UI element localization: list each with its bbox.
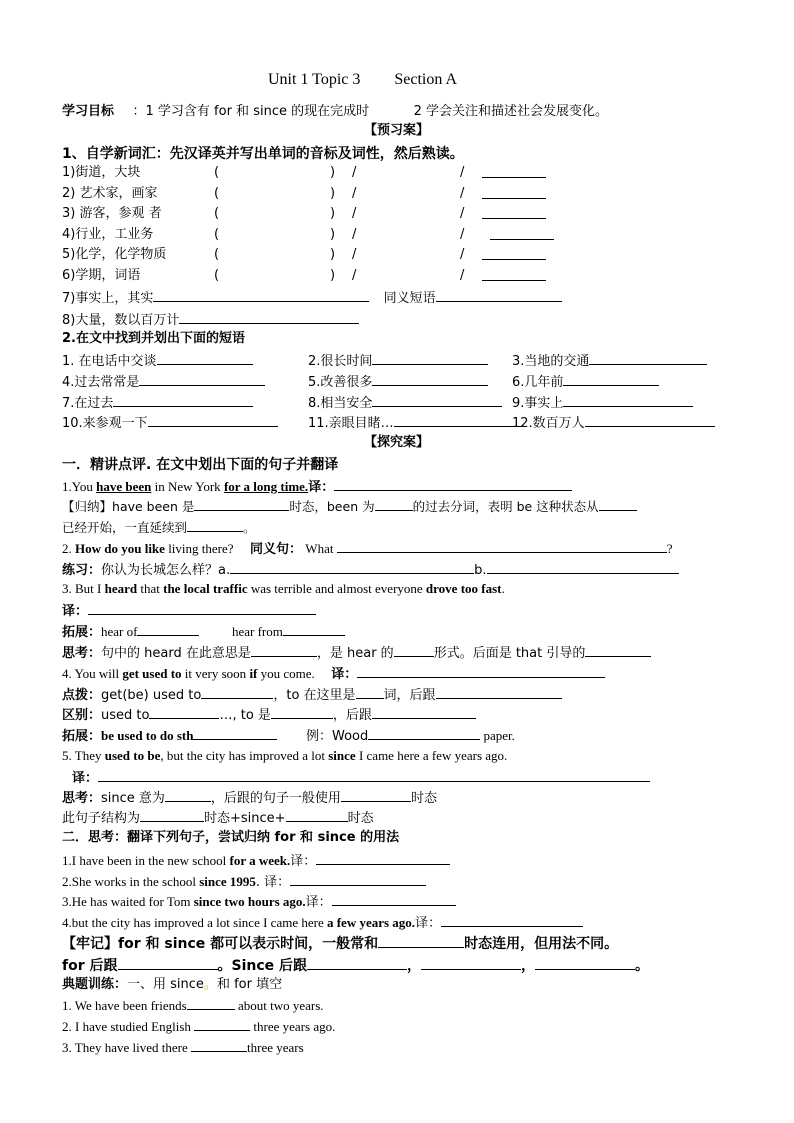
s2-ex-b: b. (474, 563, 487, 578)
s2-rest: living there? (164, 541, 234, 556)
t1-tr-label: 译： (290, 854, 317, 869)
s2-text: 2. (62, 541, 75, 556)
translate-4 (62, 913, 583, 933)
item7-row (62, 288, 562, 308)
s3-think (62, 643, 651, 663)
s5-think-blank-1[interactable] (165, 788, 211, 802)
sentence-4 (62, 664, 605, 684)
s2-syn-label: 同义句： (250, 542, 303, 557)
s2-syn-blank[interactable] (337, 539, 667, 553)
s4-bold-1: get used to (122, 666, 182, 681)
s1-text-2: in New York (151, 479, 224, 494)
s3-extend (62, 622, 345, 642)
rule-label: 【牢记】 (62, 936, 118, 952)
phrase-blank[interactable] (372, 393, 502, 407)
sentence-1 (62, 477, 572, 497)
rule2-blank-3[interactable] (421, 956, 521, 970)
phrase-label: 12.数百万人 (512, 416, 585, 432)
s3-ext-t2: hear from (231, 624, 283, 639)
s4-tip-label: 点拨： (62, 688, 102, 703)
s5-think-t3: 时态 (410, 791, 437, 806)
vocab-separator: ( (214, 206, 220, 222)
t3-text: 3.He has waited for Tom (62, 894, 194, 909)
sentence-3 (62, 580, 505, 598)
s1-note-blank-1[interactable] (194, 497, 289, 511)
rule-1 (62, 934, 618, 953)
item8-blank[interactable] (179, 310, 359, 324)
goals-label: 学习目标 (62, 104, 115, 119)
drill-text: 3. They have lived there (62, 1040, 191, 1055)
s5-bold-2: since (328, 748, 356, 763)
phrase-item (512, 393, 693, 413)
phrase-blank[interactable] (589, 351, 707, 365)
s4-diff-blank-2[interactable] (271, 705, 333, 719)
phrase-item (62, 393, 253, 413)
drill-item (62, 1017, 335, 1036)
vocab-separator: ( (214, 165, 220, 180)
drill-text-after: three years ago. (250, 1019, 336, 1034)
t4-text: 4.but the city has improved a lot since I came here (62, 915, 327, 930)
s1-note-label: 【归纳】 (62, 499, 113, 514)
s3-translate (62, 601, 316, 621)
vocab-separator: / (352, 247, 357, 263)
s3-ext-t1: hear of (101, 624, 138, 639)
vocab-separator: / (460, 268, 465, 283)
phrase-item (308, 413, 522, 433)
s1-note-blank-3[interactable] (599, 497, 637, 511)
t2-blank[interactable] (290, 872, 426, 886)
s5-think (62, 788, 437, 808)
phrase-label: 11.亲眼目睹… (308, 416, 394, 432)
phrase-label: 6.几年前 (512, 374, 564, 390)
drill-text: 2. I have studied English (62, 1019, 195, 1034)
drill-text: 1. We have been friends (62, 998, 187, 1013)
s4-tip-blank-3[interactable] (436, 685, 562, 699)
rule2-sep-2: ， (521, 958, 536, 974)
item8-row (62, 310, 359, 330)
s5-bold-1: used to be (104, 748, 161, 763)
drill-item (62, 996, 324, 1015)
vocab-separator: ) (330, 185, 336, 201)
rule2-t1: for 后跟 (62, 958, 118, 974)
s1-note (62, 497, 637, 516)
t1-bold: for a week. (229, 853, 291, 868)
s4-ext-end: paper. (480, 728, 515, 743)
vocab-answer-blank[interactable] (482, 164, 546, 178)
s3-tr-label: 译： (62, 604, 89, 619)
phrase-item (308, 372, 488, 392)
phrase-item (62, 413, 278, 433)
vocab-row (62, 185, 702, 203)
title-section: Section A (394, 71, 458, 88)
title-unit: Unit 1 Topic 3 (268, 71, 361, 88)
phrase-label: 3.当地的交通 (512, 354, 590, 369)
s1-note-blank-4[interactable] (187, 518, 243, 532)
vocab-separator: / (352, 268, 357, 283)
vocab-separator: / (460, 165, 465, 180)
s3-think-blank-2[interactable] (394, 643, 434, 657)
vocab-answer-blank[interactable] (482, 267, 546, 281)
drill-text-after: three years (247, 1040, 304, 1055)
translate-3 (62, 892, 456, 912)
s2-ex-label: 练习： (62, 563, 102, 578)
s3-think-t1: 句中的 heard 在此意思是 (101, 646, 251, 661)
s5-structure (62, 808, 374, 828)
item7-synonym-label: 同义短语 (383, 291, 436, 306)
vocab-cn: 2) 艺术家，画家 (62, 185, 158, 201)
s1-bold-1: have been (96, 479, 152, 494)
phrase-item (512, 413, 715, 433)
s4-ext-example: 例：Wood (305, 729, 369, 744)
drill-blank[interactable] (187, 996, 235, 1010)
translate-1 (62, 851, 450, 871)
s4-text-2: it very soon (181, 666, 250, 681)
s1-note-2 (62, 518, 256, 537)
vocab-answer-blank[interactable] (490, 226, 554, 240)
phrase-label: 8.相当安全 (308, 395, 373, 411)
s5-struct-blank-1[interactable] (140, 808, 204, 822)
phrase-blank[interactable] (372, 351, 488, 365)
s5-think-blank-2[interactable] (341, 788, 411, 802)
s1-note-t1: have been 是 (112, 499, 195, 514)
rule2-end: 。 (635, 958, 650, 974)
vocab-row (62, 226, 702, 244)
part1-heading: 一．精讲点评. 在文中划出下面的句子并翻译 (62, 457, 339, 473)
s4-tip-blank-2[interactable] (356, 685, 384, 699)
s4-tip-t2: ，to 在这里是 (273, 688, 356, 703)
s3-ext-label: 拓展： (62, 625, 102, 640)
phrase-blank[interactable] (372, 372, 488, 386)
phrase-label: 9.事实上 (512, 395, 564, 411)
s5-struct-blank-2[interactable] (286, 808, 348, 822)
phrase-label: 1. 在电话中交谈 (62, 354, 157, 369)
t2-tr-label: . 译： (255, 875, 291, 890)
s4-ext-bold: be used to do sth (101, 728, 194, 743)
vocab-separator: ( (214, 268, 220, 283)
rule-2 (62, 956, 649, 975)
s4-tip-t1: get(be) used to (101, 688, 202, 703)
vocab-cn: 1)街道，大块 (62, 165, 141, 180)
vocab-separator: ( (214, 247, 220, 263)
vocab-cn: 4)行业，工业务 (62, 226, 154, 242)
s4-tip-blank-1[interactable] (201, 685, 273, 699)
rule-blank-1[interactable] (378, 934, 464, 948)
vocab-row (62, 164, 702, 182)
phrase-blank[interactable] (113, 393, 253, 407)
s2-ex-text: 你认为长城怎么样？a. (101, 563, 231, 578)
s4-diff-blank-3[interactable] (372, 705, 476, 719)
t4-tr-label: 译： (415, 916, 442, 931)
s4-diff-t2: …, to 是 (219, 708, 271, 723)
t3-blank[interactable] (332, 892, 456, 906)
s4-tr-blank[interactable] (357, 664, 605, 678)
rule-t1: for 和 since 都可以表示时间，一般常和 (118, 936, 379, 952)
s4-extend (62, 726, 515, 746)
vocab-separator: ) (330, 206, 336, 222)
s5-struct-t1: 此句子结构为 (62, 811, 141, 826)
t3-bold: since two hours ago. (193, 894, 306, 909)
drill-text-2: 和 for 填空 (216, 977, 283, 992)
item8-label: 8)大量，数以百万计 (62, 313, 180, 328)
vocab-cn: 6)学期，词语 (62, 268, 141, 283)
drill-blank[interactable] (194, 1017, 250, 1031)
vocab-answer-blank[interactable] (482, 205, 546, 219)
s4-diff-t1: used to (101, 708, 150, 723)
s3-ext-blank-2[interactable] (283, 622, 345, 636)
vocab-separator: / (460, 226, 465, 242)
s5-think-t2: ，后跟的句子一般使用 (210, 791, 341, 806)
item7-synonym-blank[interactable] (436, 288, 562, 302)
s4-tip (62, 685, 562, 705)
s4-diff-label: 区别： (62, 708, 102, 723)
vocab-answer-blank[interactable] (482, 246, 546, 260)
phrase-item (62, 351, 253, 371)
s3-think-t3: 形式。后面是 that 引导的 (433, 646, 586, 661)
vocab-separator: ) (330, 165, 336, 180)
drill-item (62, 1038, 304, 1057)
phrase-blank[interactable] (157, 351, 253, 365)
s5-think-label: 思考： (62, 791, 102, 806)
rule-t2: 时态连用，但用法不同。 (464, 936, 619, 952)
s3-text: 3. But I (62, 581, 105, 596)
s2-bold: How do you like (75, 541, 165, 556)
phrase-label: 10.来参观一下 (62, 416, 148, 432)
s1-bold-2: for a long time. (223, 479, 309, 494)
learning-goals (62, 102, 608, 121)
s1-text: 1.You (62, 479, 97, 494)
page-title (268, 70, 457, 90)
vocab-row (62, 246, 702, 264)
s1-translate-blank[interactable] (334, 477, 572, 491)
s5-rest: I came here a few years ago. (355, 748, 508, 763)
s4-tip-t3: 词，后跟 (383, 688, 436, 703)
phrase-item (308, 393, 502, 413)
s1-note-blank-2[interactable] (375, 497, 413, 511)
sentence-2 (62, 539, 672, 559)
s1-translate-label: 译： (308, 480, 335, 495)
rule2-sep-1: ， (407, 958, 422, 974)
s5-tr-blank[interactable] (98, 768, 650, 782)
phrase-label: 4.过去常常是 (62, 374, 140, 390)
vocab-separator: / (460, 185, 465, 201)
t4-blank[interactable] (441, 913, 583, 927)
s3-ext-blank-1[interactable] (137, 622, 199, 636)
s3-think-t2: ，是 hear 的 (316, 646, 394, 661)
rule2-blank-4[interactable] (535, 956, 635, 970)
s2-syn-word: What (305, 541, 334, 556)
s1-note-t3: 的过去分词，表明 be 这种状态从 (412, 499, 599, 514)
s4-diff-t3: ，后跟 (332, 708, 372, 723)
s3-text-2: that (137, 581, 164, 596)
s3-think-label: 思考： (62, 646, 102, 661)
drill-dot: 。 (203, 977, 217, 992)
s4-difference (62, 705, 476, 725)
goal-1: ：1 学习含有 for 和 since 的现在完成时 (132, 104, 370, 119)
s2-exercise (62, 560, 679, 580)
vocab-separator: / (352, 226, 357, 242)
phrase-blank[interactable] (563, 372, 659, 386)
phrase-item (512, 351, 707, 371)
s2-end: ? (666, 541, 673, 556)
drill-text-after: about two years. (234, 998, 324, 1013)
s3-think-blank-3[interactable] (585, 643, 651, 657)
sentence-5 (62, 747, 507, 765)
s4-bold-2: if (249, 666, 258, 681)
s4-ext-blank-1[interactable] (193, 726, 277, 740)
s2-ex-blank-a[interactable] (230, 560, 474, 574)
phrase-blank[interactable] (563, 393, 693, 407)
phrase-label: 2.很长时间 (308, 354, 373, 369)
s4-tr-label: 译： (331, 667, 358, 682)
translate-2 (62, 872, 426, 892)
vocab-separator: ( (214, 226, 220, 242)
s1-note-t5: 。 (243, 520, 256, 535)
s5-tr-label: 译： (72, 771, 99, 786)
task1-heading: 1、自学新词汇：先汉译英并写出单词的音标及词性，然后熟读。 (62, 146, 464, 162)
preview-heading: 【预习案】 (364, 123, 430, 138)
s3-bold-1: heard (104, 581, 138, 596)
s3-text-3: was terrible and almost everyone (247, 581, 426, 596)
vocab-separator: ) (330, 247, 336, 263)
vocab-row (62, 205, 702, 223)
vocab-answer-blank[interactable] (482, 185, 546, 199)
s4-text: 4. You will (62, 666, 123, 681)
t2-bold: since 1995 (199, 874, 256, 889)
vocab-separator: / (352, 206, 357, 222)
drill-label: 典题训练： (62, 977, 128, 992)
s1-note-t4: 已经开始，一直延续到 (62, 520, 188, 535)
s3-end: . (501, 581, 505, 596)
goal-2: 2 学会关注和描述社会发展变化。 (413, 104, 608, 119)
s2-ex-blank-b[interactable] (487, 560, 679, 574)
item7-label: 7)事实上，其实 (62, 291, 154, 306)
drill-heading (62, 976, 282, 994)
task2-heading: 2.在文中找到并划出下面的短语 (62, 331, 245, 346)
phrase-blank[interactable] (585, 413, 715, 427)
vocab-separator: / (352, 185, 357, 201)
phrase-item (512, 372, 659, 392)
phrase-blank[interactable] (394, 413, 522, 427)
t1-blank[interactable] (316, 851, 450, 865)
s4-rest: you come. (257, 666, 315, 681)
rule2-blank-1[interactable] (118, 956, 218, 970)
t3-tr-label: 译： (305, 895, 332, 910)
s4-diff-blank-1[interactable] (149, 705, 219, 719)
vocab-cn: 5)化学，化学物质 (62, 247, 167, 263)
vocab-separator: ( (214, 185, 220, 201)
s5-think-t1: since 意为 (101, 791, 165, 806)
part2-heading: 二．思考：翻译下列句子，尝试归纳 for 和 since 的用法 (62, 830, 400, 845)
rule2-blank-2[interactable] (307, 956, 407, 970)
item7-blank[interactable] (153, 288, 369, 302)
phrase-item (308, 351, 488, 371)
vocab-separator: ) (330, 226, 336, 242)
vocab-row (62, 267, 702, 285)
phrase-label: 7.在过去 (62, 395, 114, 411)
vocab-separator: / (352, 165, 357, 180)
explore-heading: 【探究案】 (364, 435, 430, 450)
phrase-item (62, 372, 265, 392)
rule2-t2: 。Since 后跟 (217, 958, 308, 974)
s3-bold-2: the local traffic (163, 581, 248, 596)
s5-struct-t2: 时态+since+ (204, 811, 286, 826)
s1-note-t2: 时态，been 为 (289, 499, 375, 514)
s4-ext-blank-2[interactable] (368, 726, 480, 740)
s5-text: 5. They (62, 748, 105, 763)
s3-bold-3: drove too fast (425, 581, 502, 596)
s5-translate (72, 768, 650, 788)
t2-text: 2.She works in the school (62, 874, 200, 889)
phrase-label: 5.改善很多 (308, 374, 373, 390)
phrase-blank[interactable] (139, 372, 265, 386)
vocab-separator: / (460, 247, 465, 263)
s5-struct-t3: 时态 (347, 811, 374, 826)
drill-text: 一、用 since (127, 977, 204, 992)
drill-blank[interactable] (191, 1038, 247, 1052)
vocab-cn: 3) 游客，参观 者 (62, 206, 162, 222)
s3-tr-blank[interactable] (88, 601, 316, 615)
t1-text: 1.I have been in the new school (62, 853, 230, 868)
phrase-blank[interactable] (148, 413, 278, 427)
vocab-separator: / (460, 206, 465, 222)
t4-bold: a few years ago. (326, 915, 416, 930)
s3-think-blank-1[interactable] (251, 643, 317, 657)
s4-ext-label: 拓展： (62, 729, 102, 744)
s5-text-2: , but the city has improved a lot (160, 748, 329, 763)
vocab-separator: ) (330, 268, 336, 283)
